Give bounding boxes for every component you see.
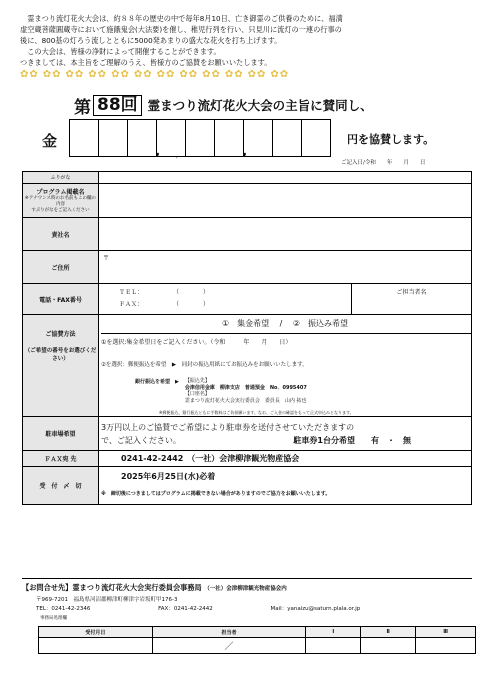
proc-header: 受付月日	[39, 627, 153, 638]
program-note: ※アナウンス時のお名前もこの欄の内容 すぶりがなをご記入ください	[24, 196, 97, 213]
digit-box[interactable]	[272, 119, 302, 157]
proc-cell[interactable]	[361, 638, 416, 654]
proc-slash: ／	[224, 642, 234, 652]
office-processing-table	[38, 626, 476, 654]
digit-box[interactable]	[214, 119, 247, 158]
contact-block	[22, 578, 472, 623]
contact-head-text: 【お問合せ先】霊まつり流灯花火大会実行委員会事務局	[22, 583, 202, 592]
parking-label: 駐車場希望	[23, 417, 99, 451]
phone-label: 電話・FAX番号	[23, 284, 99, 315]
bank-label[interactable]: 銀行振込を希望 ▶	[135, 379, 179, 385]
deadline-field	[99, 467, 472, 505]
proc-cell[interactable]	[39, 638, 153, 654]
furigana-field[interactable]	[99, 172, 472, 184]
proc-header: Ⅰ	[306, 627, 361, 638]
deadline-label: 受 付 〆 切	[23, 467, 99, 505]
contact-mail: Mail：yanaizu@saturn.plala.or.jp	[270, 606, 361, 612]
responsible-label: 責社名	[23, 218, 99, 251]
person-field[interactable]	[352, 284, 472, 315]
contact-head	[22, 583, 472, 593]
option1-line[interactable]: ①を選択:集金希望日をご記入ください。（令和 年 月 日）	[101, 333, 471, 346]
title-rest: 霊まつり流灯花火大会の主旨に賛同し、	[147, 98, 373, 113]
application-form	[22, 171, 472, 505]
fax-dest-label: ＦＡＸ宛 先	[23, 451, 99, 467]
tel-line: ＴＥＬ： （ ）	[119, 289, 210, 296]
option2-line[interactable]: ②を選択：郵便振込を希望 ▶ 同封の振込用紙にてお振込みをお願いいたします。	[101, 362, 308, 368]
bank-line: 霊まつり流灯花火大会実行委員会 委員長 山内 拓也	[184, 397, 307, 404]
office-label: 事務局処理欄	[40, 616, 67, 621]
furigana-label: ふりがな	[23, 172, 99, 184]
program-name-field[interactable]	[99, 184, 472, 218]
digit-box[interactable]	[243, 119, 273, 157]
method-note: （ご希望の番号をお選びください）	[24, 348, 97, 362]
address-label: ご住所	[23, 251, 99, 284]
deadline-note: ※ 締切後につきましてはプログラムに掲載できない場合がありますのでご協力をお願いいたします。	[101, 491, 331, 497]
digit-box[interactable]	[156, 119, 186, 157]
method-label	[23, 315, 99, 417]
bank-info	[185, 378, 307, 404]
amount-boxes[interactable]	[69, 119, 330, 157]
proc-header: Ⅱ	[361, 627, 416, 638]
contact-tel: TEL：0241-42-2346	[36, 606, 91, 612]
yen-text: 円を協賛します。	[347, 133, 435, 146]
parking-text: 3万円以上のご協賛でご希望により駐車券を送付させていただきますの	[101, 422, 355, 432]
options-line[interactable]: ① 集金希望 / ② 振込み希望	[221, 319, 349, 328]
program-name-text: プログラム掲載名	[36, 189, 85, 196]
bank-line: 会津信用金庫 柳津支店 普通預金 No．0995407	[184, 384, 307, 391]
program-name-label	[23, 184, 99, 218]
contact-address: 〒969-7201 福島県河沼郡柳津町柳津字岩坂町甲176-3	[36, 597, 178, 603]
flower-decoration: ✿✿ ✿✿ ✿✿ ✿✿ ✿✿ ✿✿ ✿✿ ✿✿ ✿✿ ✿✿ ✿✿ ✿✿	[20, 69, 290, 80]
comma: ,	[155, 144, 160, 158]
parking-text2: で、ご記入ください。	[101, 435, 181, 445]
proc-header: 担当者	[152, 627, 306, 638]
kin-label: 金	[42, 132, 58, 150]
page-title	[74, 93, 373, 117]
phone-field[interactable]	[99, 284, 352, 315]
deadline-value: 2025年6月25日(水)必着	[121, 472, 216, 481]
fax-line: ＦＡＸ： （ ）	[119, 301, 210, 308]
comma: ,	[242, 144, 247, 158]
contact-numbers	[36, 605, 472, 614]
title-prefix: 第	[74, 97, 91, 118]
bank-line: 【口座名】	[184, 391, 210, 397]
tick-mark: '	[176, 156, 178, 163]
digit-box[interactable]	[185, 119, 215, 157]
address-field[interactable]	[99, 251, 472, 284]
proc-cell[interactable]	[306, 638, 361, 654]
proc-header: Ⅲ	[416, 627, 476, 638]
bank-note: ※郵便振込、銀行振込ともに手数料はご負担願います。なお、ご入金の確認をもって正式申込みとなります。	[159, 410, 354, 415]
method-field[interactable]	[99, 315, 472, 417]
method-text: ご協賛方法	[45, 331, 76, 338]
digit-box[interactable]	[301, 119, 331, 157]
proc-cell[interactable]	[416, 638, 476, 654]
parking-field[interactable]	[99, 417, 472, 451]
title-number: 88回	[93, 95, 142, 116]
digit-box[interactable]	[69, 119, 99, 157]
digit-box[interactable]	[98, 119, 128, 157]
parking-choice[interactable]: 駐車券1台分希望 有 ・ 無	[293, 435, 411, 445]
person-label: ご担当者名	[396, 289, 427, 296]
postal-mark: 〒	[103, 255, 110, 262]
bank-line: 【振込先】	[184, 378, 210, 384]
date-line: ご記入日/令和 年 月 日	[341, 160, 426, 166]
fax-dest-value: 0241-42-2442 （一社）会津柳津観光物産協会	[99, 451, 472, 467]
proc-cell[interactable]	[152, 638, 306, 654]
contact-head-small: （一社）会津柳津観光物産協会内	[204, 586, 287, 592]
responsible-field[interactable]	[99, 218, 472, 251]
contact-fax: FAX：0241-42-2442	[158, 606, 213, 612]
intro-text: 霊まつり流灯花火大会は、約８８年の歴史の中で毎年8月10日、亡き御霊のご供養のために、福満 虚空蔵菩薩圓蔵寺において施餓鬼会(大法要)を催し、稚児行列を行い、只見川に流灯の一連の行事の 後に、800基の灯ろう流しとともに5000発あまりの盛大な花火を打ち上げます。 この大会は、皆様の浄財によって開催することができます。 つきましては、本主旨をご理解のうえ、皆様方のご協賛をお願いいたします。	[20, 14, 343, 67]
digit-box[interactable]	[127, 119, 160, 158]
